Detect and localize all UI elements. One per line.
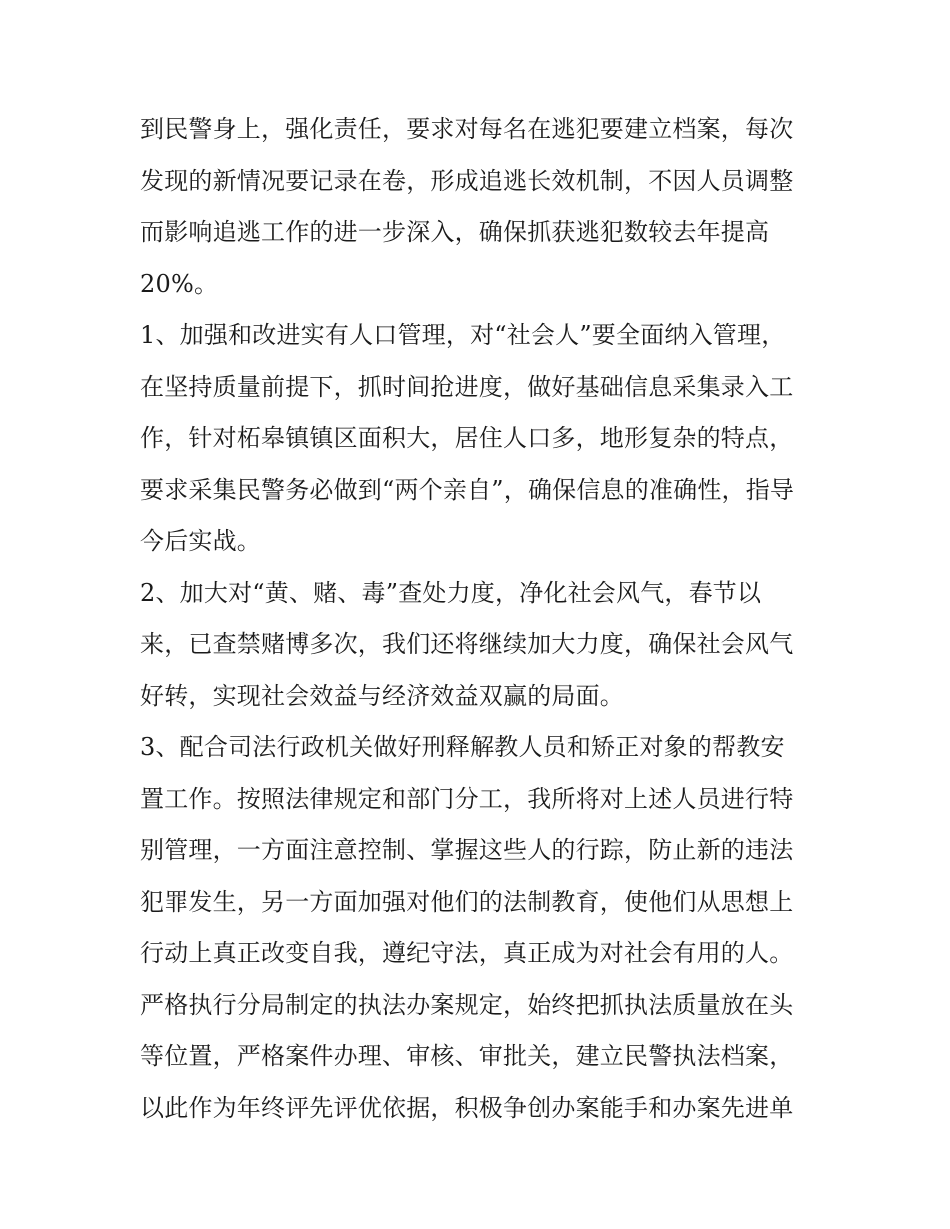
text-line: 别管理，一方面注意控制、掌握这些人的行踪，防止新的违法 <box>140 836 794 864</box>
text-line: 3、配合司法行政机关做好刑释解教人员和矫正对象的帮教安 <box>140 733 785 761</box>
text-line: 到民警身上，强化责任，要求对每名在逃犯要建立档案，每次 <box>140 115 794 143</box>
text-line: 1、加强和改进实有人口管理，对“社会人”要全面纳入管理， <box>140 321 786 349</box>
text-line: 20%。 <box>140 269 219 298</box>
text-line: 2、加大对“黄、赌、毒”查处力度，净化社会风气，春节以 <box>140 578 762 607</box>
text-line: 在坚持质量前提下，抓时间抢进度，做好基础信息采集录入工 <box>140 372 794 401</box>
document-body <box>140 104 820 1134</box>
text-line: 好转，实现社会效益与经济效益双赢的局面。 <box>140 681 624 710</box>
text-line: 发现的新情况要记录在卷，形成追逃长效机制，不因人员调整 <box>140 166 794 195</box>
text-line: 今后实战。 <box>140 527 261 555</box>
text-line: 犯罪发生，另一方面加强对他们的法制教育，使他们从思想上 <box>140 887 794 916</box>
text-line: 严格执行分局制定的执法办案规定，始终把抓执法质量放在头 <box>140 990 794 1019</box>
text-line: 要求采集民警务必做到“两个亲自”，确保信息的准确性，指导 <box>140 475 795 504</box>
text-line: 作，针对柘皋镇镇区面积大，居住人口多，地形复杂的特点， <box>140 424 794 452</box>
text-line: 置工作。按照法律规定和部门分工，我所将对上述人员进行特 <box>140 784 794 813</box>
text-line: 而影响追逃工作的进一步深入，确保抓获逃犯数较去年提高 <box>140 218 770 246</box>
text-line: 行动上真正改变自我，遵纪守法，真正成为对社会有用的人。 <box>140 939 794 967</box>
text-line: 来，已查禁赌博多次，我们还将继续加大力度，确保社会风气 <box>140 630 794 658</box>
text-line: 以此作为年终评先评优依据，积极争创办案能手和办案先进单 <box>140 1093 794 1122</box>
text-line: 等位置，严格案件办理、审核、审批关，建立民警执法档案， <box>140 1042 794 1070</box>
